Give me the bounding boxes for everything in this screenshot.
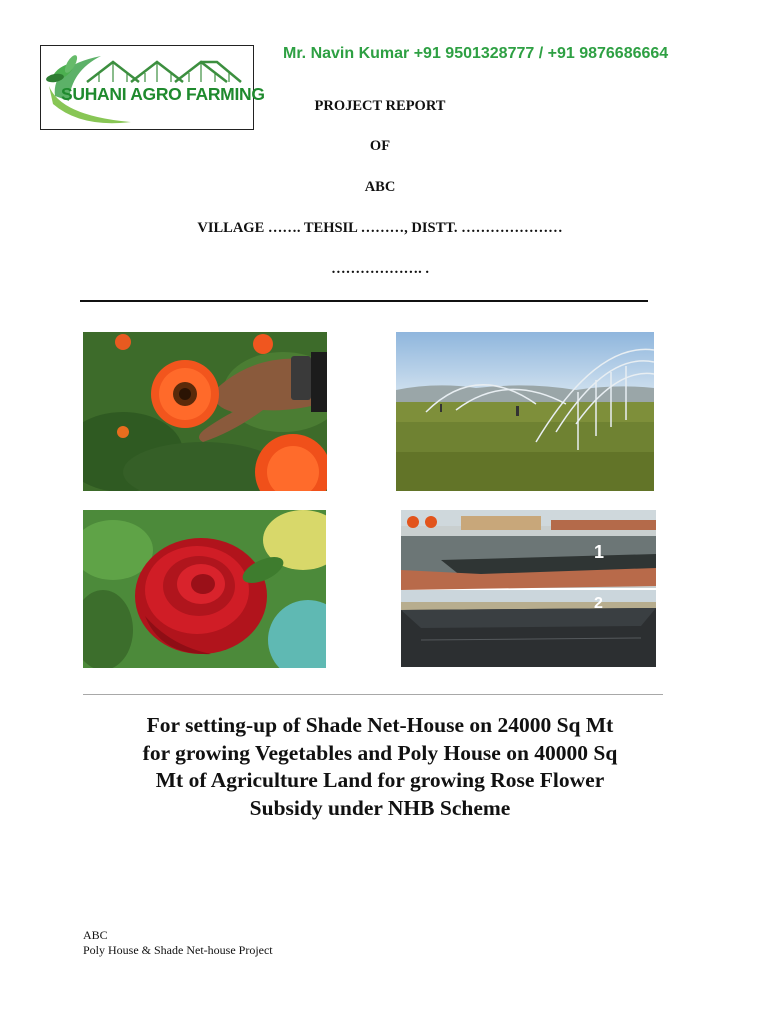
logo-text: SUHANI AGRO FARMING xyxy=(61,84,265,104)
contact-info: Mr. Navin Kumar +91 9501328777 / +91 9876686664 xyxy=(283,45,669,62)
project-title-line: Subsidy under NHB Scheme xyxy=(249,795,511,820)
footer-client: ABC xyxy=(83,928,108,942)
project-title-line: for growing Vegetables and Poly House on 40000 Sq xyxy=(142,740,618,765)
report-client: ABC xyxy=(364,179,396,195)
photo-label-2: 2 xyxy=(594,595,603,612)
photo-gerbera-flower xyxy=(83,332,327,491)
page-footer xyxy=(83,928,273,958)
project-title-line: Mt of Agriculture Land for growing Rose Flower xyxy=(155,768,605,792)
report-of: OF xyxy=(369,138,391,154)
photo-polyhouse-structure xyxy=(396,332,654,491)
project-title-line: For setting-up of Shade Net-House on 24000 Sq Mt xyxy=(146,713,614,737)
photo-red-rose xyxy=(83,510,326,668)
divider xyxy=(83,694,663,695)
divider xyxy=(80,300,648,302)
project-title xyxy=(80,712,680,822)
report-location: VILLAGE ……. TEHSIL ………, DISTT. ………………… xyxy=(197,220,563,236)
photo-label-1: 1 xyxy=(594,542,605,562)
photo-water-tanks xyxy=(401,510,656,667)
footer-project: Poly House & Shade Net-house Project xyxy=(83,943,273,957)
report-location-extra: ………………. . xyxy=(331,261,429,277)
report-heading: PROJECT REPORT xyxy=(314,98,446,114)
company-logo xyxy=(40,45,265,130)
